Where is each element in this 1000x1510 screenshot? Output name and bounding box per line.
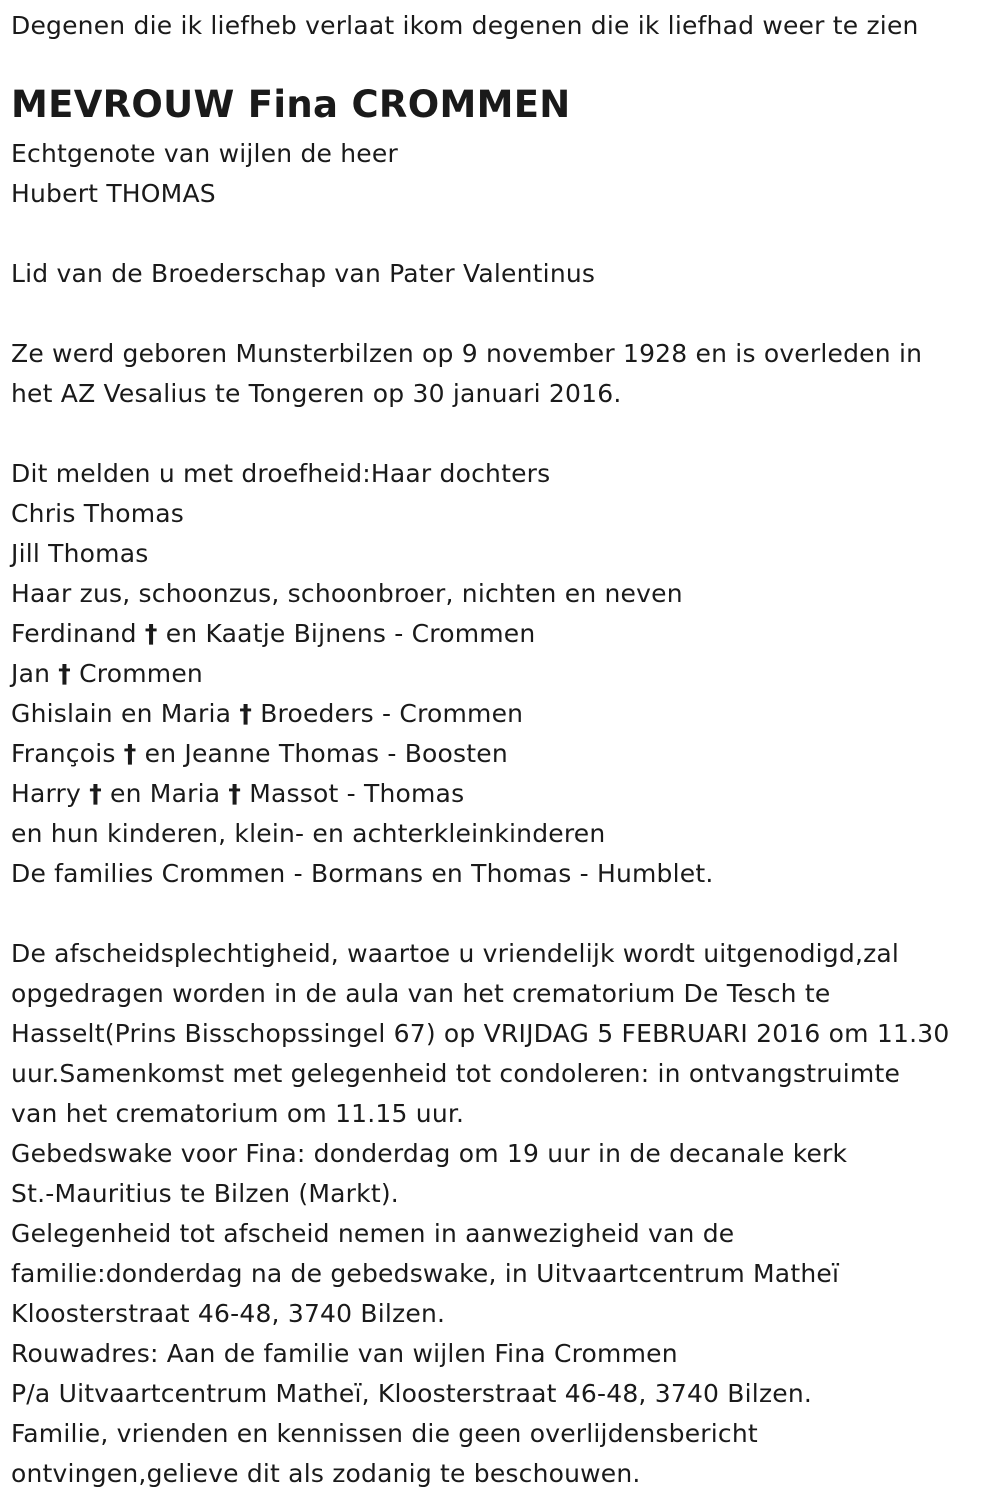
relative-line-5	[11, 774, 949, 814]
families-line: De families Crommen - Bormans en Thomas - Humblet.	[11, 859, 714, 888]
relative-name: Harry	[11, 779, 90, 808]
spacer	[11, 894, 949, 934]
relatives-intro: Haar zus, schoonzus, schoonbroer, nichten en neven	[11, 579, 683, 608]
family-intro: Dit melden u met droefheid:Haar dochters	[11, 459, 551, 488]
relative-line-4	[11, 734, 949, 774]
ceremony-line-5: van het crematorium om 11.15 uur.	[11, 1099, 465, 1128]
relative-name: François	[11, 739, 124, 768]
cross-icon: †	[144, 619, 158, 648]
obituary-body	[11, 134, 949, 1494]
membership-line: Lid van de Broederschap van Pater Valentinus	[11, 259, 596, 288]
daughter-1: Chris Thomas	[11, 499, 185, 528]
ceremony-line-6: Gebedswake voor Fina: donderdag om 19 uur in de decanale kerk	[11, 1139, 848, 1168]
relative-name: Ferdinand	[11, 619, 145, 648]
ceremony-line-1: De afscheidsplechtigheid, waartoe u vriendelijk wordt uitgenodigd,zal	[11, 939, 900, 968]
relative-name: Ghislain en Maria	[11, 699, 240, 728]
cross-icon: †	[58, 659, 71, 688]
spacer	[11, 294, 949, 334]
ceremony-line-14: ontvingen,gelieve dit als zodanig te beschouwen.	[11, 1459, 641, 1488]
cross-icon: †	[123, 739, 137, 768]
cross-icon: †	[239, 699, 253, 728]
ceremony-line-3: Hasselt(Prins Bisschopssingel 67) op VRIJDAG 5 FEBRUARI 2016 om 11.30	[11, 1019, 950, 1048]
cross-icon: †	[89, 779, 102, 808]
relative-line-3	[11, 694, 949, 734]
descendants-line: en hun kinderen, klein- en achterkleinkinderen	[11, 819, 606, 848]
ceremony-line-7: St.-Mauritius te Bilzen (Markt).	[11, 1179, 399, 1208]
relative-name: en Jeanne Thomas - Boosten	[136, 739, 508, 768]
relative-name: en Maria	[101, 779, 229, 808]
ceremony-line-2: opgedragen worden in de aula van het crematorium De Tesch te	[11, 979, 831, 1008]
spouse-line-1: Echtgenote van wijlen de heer	[11, 139, 398, 168]
birth-death-line-2: het AZ Vesalius te Tongeren op 30 januari 2016.	[11, 379, 622, 408]
ceremony-line-12: P/a Uitvaartcentrum Matheï, Kloosterstraat 46-48, 3740 Bilzen.	[11, 1379, 813, 1408]
motto-text: Degenen die ik liefheb verlaat ikom degenen die ik liefhad weer te zien	[11, 11, 919, 40]
ceremony-line-11: Rouwadres: Aan de familie van wijlen Fina Crommen	[11, 1339, 678, 1368]
relative-name: en Kaatje Bijnens - Crommen	[157, 619, 536, 648]
ceremony-line-8: Gelegenheid tot afscheid nemen in aanwezigheid van de	[11, 1219, 735, 1248]
spacer	[11, 214, 949, 254]
relative-name: Jan	[11, 659, 59, 688]
spouse-line-2: Hubert THOMAS	[11, 179, 216, 208]
daughter-2: Jill Thomas	[11, 539, 149, 568]
relative-name: Crommen	[71, 659, 203, 688]
cross-icon: †	[228, 779, 242, 808]
deceased-name: MEVROUW Fina CROMMEN	[11, 83, 571, 126]
relative-line-1	[11, 614, 949, 654]
spacer	[11, 414, 949, 454]
ceremony-line-4: uur.Samenkomst met gelegenheid tot condoleren: in ontvangstruimte	[11, 1059, 901, 1088]
ceremony-line-10: Kloosterstraat 46-48, 3740 Bilzen.	[11, 1299, 446, 1328]
ceremony-line-13: Familie, vrienden en kennissen die geen overlijdensbericht	[11, 1419, 758, 1448]
ceremony-line-9: familie:donderdag na de gebedswake, in Uitvaartcentrum Matheï	[11, 1259, 840, 1288]
relative-name: Massot - Thomas	[241, 779, 465, 808]
birth-death-line-1: Ze werd geboren Munsterbilzen op 9 november 1928 en is overleden in	[11, 339, 923, 368]
relative-line-2	[11, 654, 949, 694]
relative-name: Broeders - Crommen	[252, 699, 524, 728]
